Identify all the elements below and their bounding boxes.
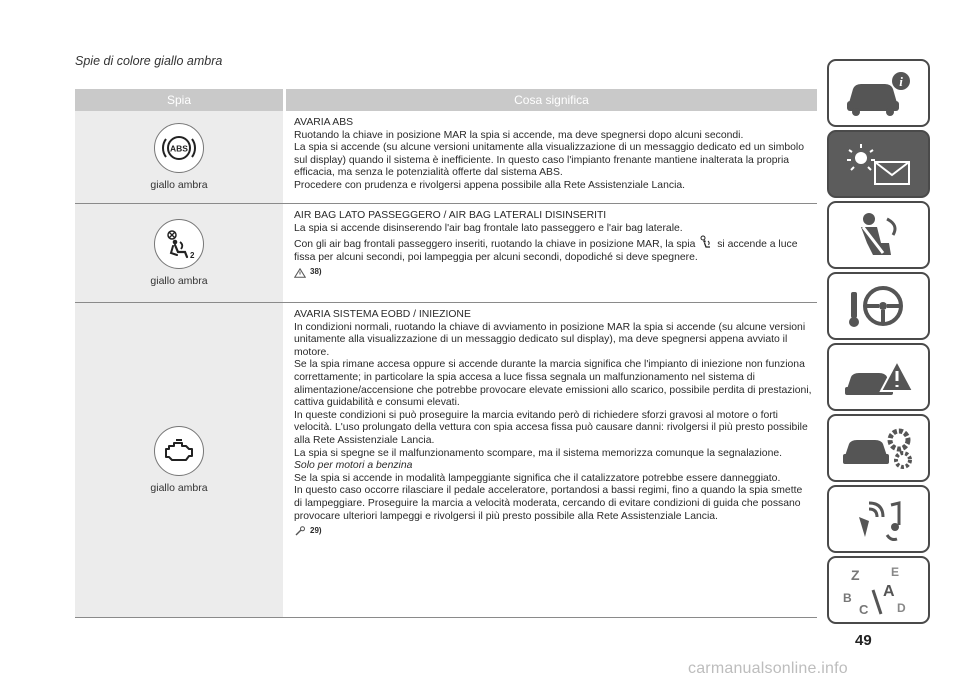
watermark: carmanualsonline.info — [688, 660, 848, 677]
warning-text: Ruotando la chiave in posizione MAR la spia si accende, ma deve spegnersi dopo alcuni secondi. — [294, 129, 744, 141]
svg-text:B: B — [842, 591, 852, 605]
tab-car-info[interactable] — [827, 59, 930, 127]
color-label: giallo ambra — [150, 482, 208, 494]
warning-text: Se la spia rimane accesa oppure si accende durante la marcia significa che l'impianto di iniezione non funziona correttamente; in particolare la spia accesa a luce fissa segnala un malfunzionamento nel sistema di alimentazione/accensione che potrebbe provocare elevate emissioni allo scarico, possibile perdita di prestazioni, cattiva guidabilità e consumi elevati. — [294, 359, 812, 409]
warning-lights-table — [75, 89, 817, 618]
column-header-significato: Cosa significa — [286, 89, 817, 111]
tab-emergency[interactable] — [827, 343, 930, 411]
tab-index[interactable] — [827, 556, 930, 624]
svg-text:A: A — [882, 583, 895, 600]
note-reference: 29) — [294, 525, 813, 538]
table-row — [75, 111, 817, 204]
warning-title: AVARIA ABS — [294, 117, 354, 128]
svg-text:2: 2 — [190, 251, 195, 260]
warning-text: La spia si accende disinserendo l'air bag frontale lato passeggero e l'air bag laterale. — [294, 222, 683, 234]
warning-subheading: Solo per motori a benzina — [294, 460, 413, 472]
warning-text: In queste condizioni si può proseguire la marcia evitando però di richiedere sforzi gravosi al motore o forti velocità. L'uso prolungato della vettura con spia accesa fissa può causare danni: rivolgersi il più presto possibile alla Rete Assistenziale Lancia. — [294, 409, 808, 446]
meaning-cell — [286, 204, 817, 302]
svg-text:E: E — [890, 565, 899, 579]
tab-starting-driving[interactable] — [827, 272, 930, 340]
chapter-sidebar — [827, 59, 930, 627]
page-number: 49 — [855, 632, 872, 649]
steering-wheel-key-icon — [839, 278, 919, 334]
svg-text:C: C — [858, 602, 868, 617]
table-row — [75, 303, 817, 618]
warning-title: AVARIA SISTEMA EOBD / INIEZIONE — [294, 309, 471, 320]
tab-multimedia[interactable] — [827, 485, 930, 553]
engine-check-icon — [154, 426, 204, 476]
warning-text: Se la spia si accende in modalità lampeggiante significa che il catalizzatore potrebbe essere danneggiato. — [294, 472, 781, 484]
table-header — [75, 89, 817, 111]
multimedia-icon — [839, 491, 919, 547]
color-label: giallo ambra — [150, 179, 208, 191]
warning-text: La spia si spegne se il malfunzionamento scompare, ma il sistema memorizza comunque la segnalazione. — [294, 447, 783, 459]
car-emergency-icon — [839, 349, 919, 405]
car-maintenance-gears-icon — [839, 420, 919, 476]
warning-lights-messages-icon — [839, 136, 919, 192]
note-reference: 38) — [294, 266, 813, 279]
warning-text: In condizioni normali, ruotando la chiave di avviamento in posizione MAR la spia si accende (su alcune versioni unitamente alla visualizzazione di un messaggio dedicato sul display), ma deve spegnersi appena avviato il motore. — [294, 321, 806, 358]
car-info-icon — [839, 65, 919, 121]
warning-triangle-icon — [294, 268, 306, 278]
svg-text:D: D — [896, 601, 906, 615]
safety-seatbelt-icon — [839, 207, 919, 263]
tab-maintenance[interactable] — [827, 414, 930, 482]
spia-cell — [75, 303, 283, 617]
warning-text: In questo caso occorre rilasciare il pedale acceleratore, portandosi a bassi regimi, fino a quando la spia smette di lampeggiare. Proseguire la marcia a velocità moderata, cercando di evitare condizioni di guida che possano provocare ulteriori lampeggi e rivolgersi il più presto possibile alla Rete Assistenziale Lancia. — [294, 485, 803, 522]
wrench-note-icon — [294, 526, 306, 536]
warning-text: Procedere con prudenza e rivolgersi appena possibile alla Rete Assistenziale Lancia. — [294, 179, 686, 191]
tab-warning-lights[interactable] — [827, 130, 930, 198]
tab-safety[interactable] — [827, 201, 930, 269]
abs-warning-icon — [154, 123, 204, 173]
spia-cell — [75, 111, 283, 203]
warning-text: La spia si accende (su alcune versioni unitamente alla visualizzazione di un messaggio dedicato ed un simbolo sul display) quando il sistema è inefficiente. In questo caso l'impianto frenante mantiene inalterata la propria efficacia, ma senza le potenzialità offerte dal sistema ABS. — [294, 142, 805, 179]
svg-text:ABS: ABS — [170, 143, 188, 154]
inline-airbag-icon — [698, 239, 717, 250]
svg-text:i: i — [898, 74, 903, 89]
spia-cell — [75, 204, 283, 302]
warning-text: Con gli air bag frontali passeggero inseriti, ruotando la chiave in posizione MAR, la spia si accende a luce fissa per alcuni secondi, poi lampeggia per alcuni secondi, dopodiché si deve spegnere. — [294, 235, 813, 264]
section-title: Spie di colore giallo ambra — [75, 54, 223, 68]
meaning-cell — [286, 111, 817, 203]
column-header-spia: Spia — [75, 89, 283, 111]
table-row — [75, 204, 817, 303]
warning-title: AIR BAG LATO PASSEGGERO / AIR BAG LATERALI DISINSERITI — [294, 210, 607, 221]
meaning-cell — [286, 303, 817, 617]
alphabetical-index-icon — [839, 562, 919, 618]
svg-text:Z: Z — [850, 567, 860, 583]
passenger-airbag-off-icon — [154, 219, 204, 269]
color-label: giallo ambra — [150, 275, 208, 287]
